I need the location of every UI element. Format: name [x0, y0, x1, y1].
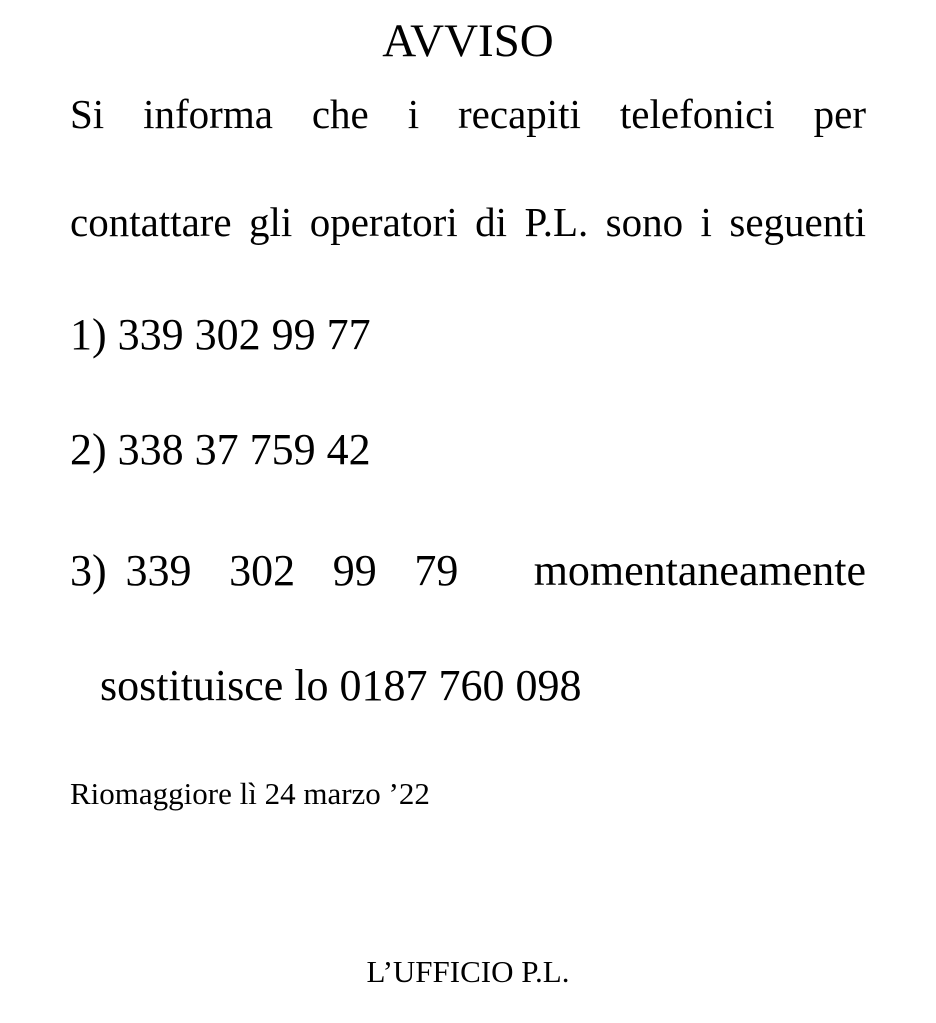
- signature-office: L’UFFICIO P.L.: [366, 954, 570, 989]
- notice-title: AVVISO: [382, 15, 554, 67]
- place-and-date: Riomaggiore lì 24 marzo ’22: [70, 776, 430, 811]
- intro-text-line-1: Si informa che i recapiti telefonici per: [70, 91, 866, 137]
- intro-text-line-2: contattare gli operatori di P.L. sono i seguenti: [70, 199, 866, 245]
- phone-number-3: 3) 339 302 99 79 momentaneamente: [70, 546, 866, 595]
- phone-number-2: 2) 338 37 759 42: [70, 425, 371, 474]
- phone-number-1: 1) 339 302 99 77: [70, 310, 371, 359]
- phone-number-3-note: sostituisce lo 0187 760 098: [100, 661, 582, 710]
